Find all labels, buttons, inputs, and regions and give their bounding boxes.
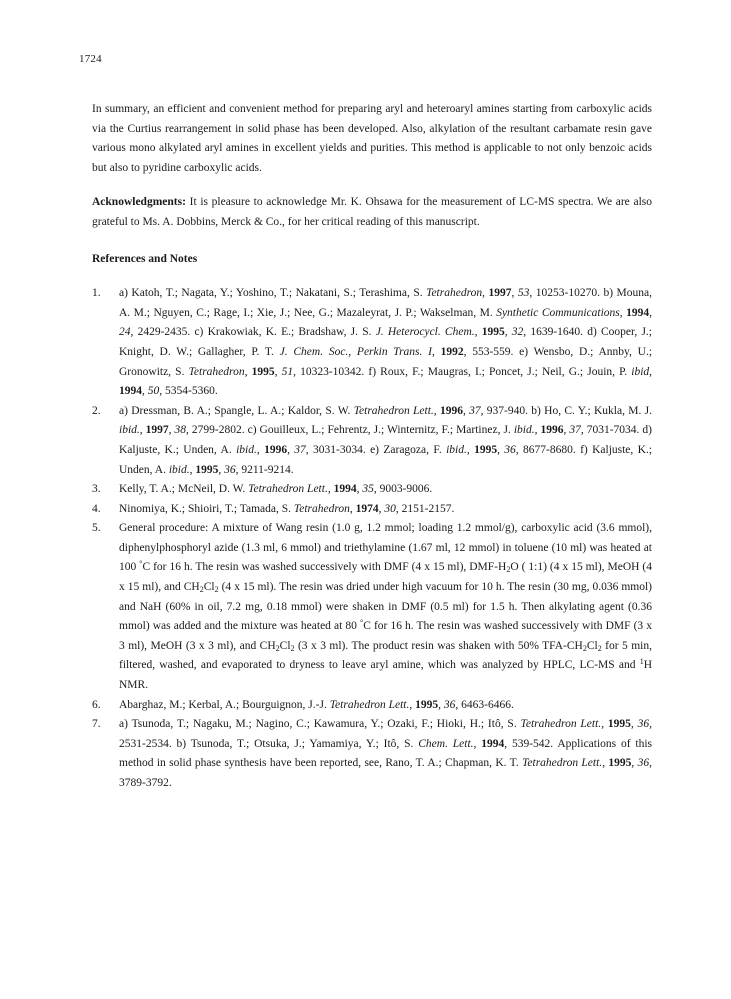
reference-segment: 1995 [608, 757, 632, 770]
reference-segment: Tetrahedron Lett. [248, 483, 328, 496]
reference-segment: 1994 [119, 385, 142, 398]
reference-segment: 53 [517, 287, 530, 300]
reference-segment: 1992 [440, 345, 464, 358]
reference-segment: 1997 [488, 287, 512, 300]
reference-segment: 36 [637, 757, 650, 770]
reference-segment: 1995 [195, 463, 219, 476]
acknowledgments-text: It is pleasure to acknowledge Mr. K. Ohsawa for the measurement of LC-MS spectra. We are also grateful to Ms. A. Dobbins, Merck & Co., for her critical reading of this manuscript. [92, 196, 652, 228]
reference-segment: 1995 [251, 365, 275, 378]
reference-segment: 24 [119, 326, 131, 339]
page-number: 1724 [79, 53, 102, 65]
reference-segment: ibid [631, 365, 650, 378]
reference-item [92, 696, 652, 716]
reference-segment: Tetrahedron Lett. [353, 404, 434, 417]
reference-item [92, 519, 652, 695]
references-heading: References and Notes [92, 252, 198, 265]
reference-text: Ninomiya, K.; Shioiri, T.; Tamada, S. Tetrahedron, 1974, 30, 2151-2157. [119, 502, 455, 515]
reference-segment: 1 [639, 657, 644, 667]
reference-number: 2. [92, 404, 101, 417]
reference-segment: 2 [214, 585, 219, 595]
reference-segment: Tetrahedron Lett. [522, 757, 603, 770]
reference-segment: 1995 [415, 698, 439, 711]
acknowledgments-label: Acknowledgments: [92, 196, 186, 209]
reference-segment: 1974 [355, 502, 379, 515]
reference-segment: Tetrahedron [188, 365, 245, 378]
reference-item [92, 715, 652, 793]
reference-segment: ibid. [168, 463, 190, 476]
reference-segment: 1994 [481, 737, 505, 750]
reference-segment: 2 [582, 643, 587, 653]
reference-segment: 38 [174, 424, 187, 437]
reference-item [92, 500, 652, 520]
reference-text: Abarghaz, M.; Kerbal, A.; Bourguignon, J.-J. Tetrahedron Lett., 1995, 36, 6463-6466. [119, 698, 514, 711]
references-list [92, 284, 652, 793]
reference-segment: 1995 [481, 326, 505, 339]
reference-segment: Tetrahedron [426, 287, 483, 300]
reference-segment: 1996 [540, 424, 564, 437]
reference-number: 1. [92, 287, 101, 300]
reference-segment: 2 [275, 643, 280, 653]
reference-text: Kelly, T. A.; McNeil, D. W. Tetrahedron Lett., 1994, 35, 9003-9006. [119, 483, 433, 496]
reference-segment: 36 [637, 718, 650, 731]
reference-segment: ibid. [513, 424, 535, 437]
reference-item [92, 402, 652, 480]
reference-segment: 1995 [474, 443, 498, 456]
reference-segment: 51 [281, 365, 294, 378]
reference-text: a) Katoh, T.; Nagata, Y.; Yoshino, T.; Nakatani, S.; Terashima, S. Tetrahedron, 1997, 53, 10253-10270. b) Mouna, A. M.; Nguyen, C.; Rage, I.; Xie, J.; Nee, G.; Mazaleyrat, J. P.; Wakselman, M. Synthetic Communications, 1994, 24, 2429-2435. c) Krakowiak, K. E.; Bradshaw, J. S. J. Heterocycl. Chem., 1995, 32, 1639-1640. d) Cooper, J.; Knight, D. W.; Gallagher, P. T. J. Chem. Soc., Perkin Trans. I, 1992, 553-559. e) Wensbo, D.; Annby, U.; Gronowitz, S. Tetrahedron, 1995, 51, 10323-10342. f) Roux, F.; Maugras, I.; Poncet, J.; Neil, G.; Jouin, P. ibid, 1994, 50, 5354-5360. [119, 287, 653, 398]
reference-segment: ibid. [236, 443, 257, 456]
reference-number: 6. [92, 698, 101, 711]
reference-segment: 2 [506, 565, 511, 575]
reference-segment: Chem. Lett. [418, 737, 474, 750]
reference-segment: 1994 [333, 483, 357, 496]
reference-segment: Synthetic Communications [496, 306, 620, 319]
reference-segment: ibid. [119, 424, 140, 437]
reference-segment: 37 [469, 404, 481, 417]
reference-segment: 1996 [439, 404, 463, 417]
reference-number: 4. [92, 502, 101, 515]
reference-segment: Tetrahedron Lett. [329, 698, 410, 711]
reference-segment: 36 [224, 463, 236, 476]
reference-text: a) Dressman, B. A.; Spangle, L. A.; Kaldor, S. W. Tetrahedron Lett., 1996, 37, 937-940. b) Ho, C. Y.; Kukla, M. J. ibid., 1997, 38, 2799-2802. c) Gouilleux, L.; Fehrentz, J.; Winternitz, F.; Martinez, J. ibid., 1996, 37, 7031-7034. d) Kaljuste, K.; Unden, A. ibid., 1996, 37, 3031-3034. e) Zaragoza, F. ibid., 1995, 36, 8677-8680. f) Kaljuste, K.; Unden, A. ibid., 1995, 36, 9211-9214. [119, 404, 653, 476]
reference-segment: 1994 [626, 306, 650, 319]
summary-paragraph: In summary, an efficient and convenient method for preparing aryl and heteroaryl amines starting from carboxylic acids via the Curtius rearrangement in solid phase has been developed. Also, alkylation of the resultant carbamate resin gave various mono alkylated aryl amines in excellent yields and purities. This method is applicable to not only benzoic acids but also to pyridine carboxylic acids. [92, 103, 652, 174]
reference-segment: 30 [384, 502, 396, 515]
reference-text: General procedure: A mixture of Wang resin (1.0 g, 1.2 mmol; loading 1.2 mmol/g), carboxylic acid (3.6 mmol), diphenylphosphoryl azide (1.3 ml, 6 mmol) and triethylamine (1.67 ml, 12 mmol) in toluene (10 ml) was heated at 100 °C for 16 h. The resin was washed successively with DMF (4 x 15 ml), DMF-$H_2O$ ( 1:1) (4 x 15 ml), MeOH (4 x 15 ml), and $CH_2Cl_2$ (4 x 15 ml). The resin was dried under high vacuum for 10 h. The resin (30 mg, 0.036 mmol) and NaH (60% in oil, 7.2 mg, 0.18 mmol) were shaken in DMF (0.5 ml) for 1.5 h. Then alkylating agent (0.36 mmol) was added and the mixture was heated at 80 °C for 16 h. The resin was washed successively with DMF (3 x 3 ml), MeOH (3 x 3 ml), and $CH_2Cl_2$ (3 x 3 ml). The product resin was shaken with 50% TFA-$CH_2Cl_2$ for 5 min, filtered, washed, and evaporated to dryness to leave aryl amine, which was analyzed by HPLC, LC-MS and $^1$H NMR. [119, 522, 652, 692]
reference-segment: ° [359, 618, 364, 628]
reference-segment: 2 [597, 643, 602, 653]
reference-number: 5. [92, 522, 101, 535]
reference-segment: 1996 [264, 443, 288, 456]
reference-segment: Tetrahedron [293, 502, 350, 515]
reference-segment: 2 [290, 643, 295, 653]
reference-segment: 36 [504, 443, 516, 456]
reference-segment: 50 [147, 385, 160, 398]
reference-segment: Tetrahedron Lett. [520, 718, 602, 731]
reference-segment: ° [139, 559, 143, 569]
reference-number: 3. [92, 483, 101, 496]
reference-segment: 32 [511, 326, 524, 339]
reference-item [92, 480, 652, 500]
reference-segment: 2 [199, 585, 204, 595]
article-body [92, 100, 652, 794]
reference-segment: J. Chem. Soc., Perkin Trans. I [279, 345, 432, 358]
reference-text: a) Tsunoda, T.; Nagaku, M.; Nagino, C.; Kawamura, Y.; Ozaki, F.; Hioki, H.; Itô, S. Tetrahedron Lett., 1995, 36, 2531-2534. b) Tsunoda, T.; Otsuka, J.; Yamamiya, Y.; Itô, S. Chem. Lett., 1994, 539-542. Applications of this method in solid phase synthesis have been reported, see, Rano, T. A.; Chapman, K. T. Tetrahedron Lett., 1995, 36, 3789-3792. [119, 718, 653, 789]
reference-segment: 36 [443, 698, 456, 711]
reference-segment: 1997 [145, 424, 169, 437]
reference-segment: 37 [294, 443, 306, 456]
reference-segment: 35 [362, 483, 374, 496]
reference-segment: 1995 [607, 718, 631, 731]
acknowledgments-paragraph [92, 193, 652, 232]
reference-number: 7. [92, 718, 101, 731]
reference-segment: J. Heterocycl. Chem. [375, 326, 475, 339]
reference-item [92, 284, 652, 402]
reference-segment: ibid. [446, 443, 467, 456]
reference-segment: 37 [569, 424, 581, 437]
